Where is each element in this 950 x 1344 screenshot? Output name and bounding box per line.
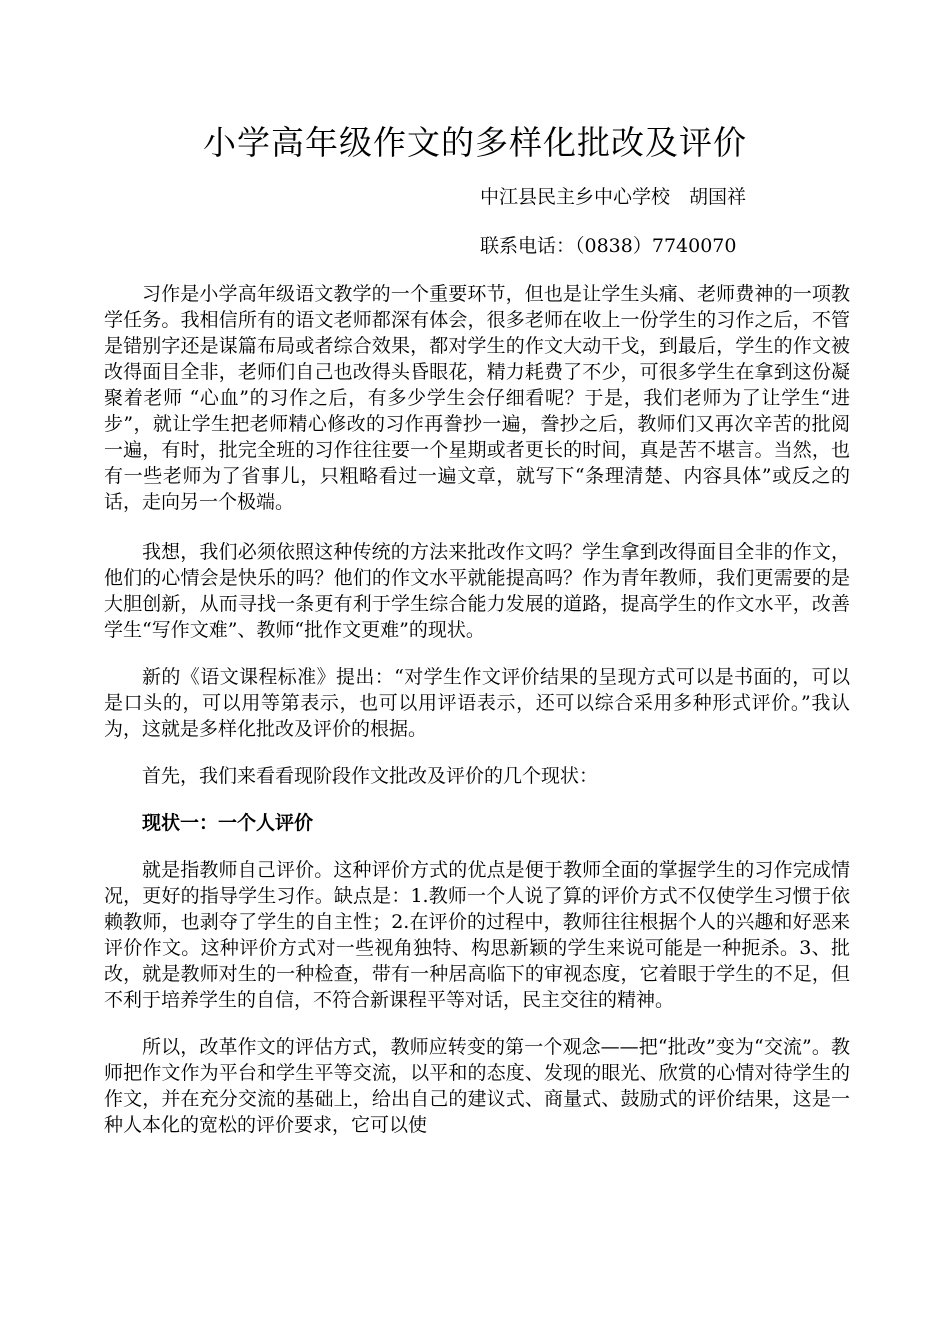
paragraph-question: 我想，我们必须依照这种传统的方法来批改作文吗？学生拿到改得面目全非的作文，他们的心情会是快乐的吗？他们的作文水平就能提高吗？作为青年教师，我们更需要的是大胆创新，从而寻找一条更有利于学生综合能力发展的道路，提高学生的作文水平，改善学生“写作文难”、教师“批作文更难”的现状。	[104, 541, 850, 641]
document-title: 小学高年级作文的多样化批改及评价	[203, 123, 747, 162]
paragraph-section-1: 就是指教师自己评价。这种评价方式的优点是便于教师全面的掌握学生的习作完成情况，更好的指导学生习作。缺点是：1.教师一个人说了算的评价方式不仅使学生习惯于依赖教师，也剥夺了学生的自主性；2.在评价的过程中，教师往往根据个人的兴趣和好恶来评价作文。这种评价方式对一些视角独特、构思新颖的学生来说可能是一种扼杀。3、批改，就是教师对生的一种检查，带有一种居高临下的审视态度，它着眼于学生的不足，但不利于培养学生的自信，不符合新课程平等对话，民主交往的精神。	[104, 859, 850, 1011]
document-body	[104, 281, 850, 1159]
paragraph-section-2: 所以，改革作文的评估方式，教师应转变的第一个观念——把“批改”变为“交流”。教师把作文作为平台和学生平等交流，以平和的态度、发现的眼光、欣赏的心情对待学生的作文，并在充分交流的基础上，给出自己的建议式、商量式、鼓励式的评价结果，这是一种人本化的宽松的评价要求，它可以使	[104, 1036, 850, 1136]
paragraph-standard: 新的《语文课程标准》提出：“对学生作文评价结果的呈现方式可以是书面的，可以是口头的，可以用等第表示，也可以用评语表示，还可以综合采用多种形式评价。”我认为，这就是多样化批改及评价的根据。	[104, 666, 850, 740]
paragraph-overview: 首先，我们来看看现阶段作文批改及评价的几个现状：	[142, 765, 599, 787]
author-line: 中江县民主乡中心学校 胡国祥	[480, 186, 747, 208]
section-heading: 现状一：一个人评价	[142, 812, 314, 834]
phone-line: 联系电话：（0838）7740070	[480, 235, 737, 257]
paragraph-intro: 习作是小学高年级语文教学的一个重要环节，但也是让学生头痛、老师费神的一项教学任务。我相信所有的语文老师都深有体会，很多老师在收上一份学生的习作之后，不管是错别字还是谋篇布局或者综合效果，都对学生的作文大动干戈，到最后，学生的作文被改得面目全非，老师们自己也改得头昏眼花，精力耗费了不少，可很多学生在拿到这份凝聚着老师 “心血”的习作之后，有多少学生会仔细看呢？于是，我们老师为了让学生“进步”，就让学生把老师精心修改的习作再誊抄一遍，誊抄之后，教师们又再次辛苦的批阅一遍，有时，批完全班的习作往往要一个星期或者更长的时间，真是苦不堪言。当然，也有一些老师为了省事儿，只粗略看过一遍文章，就写下“条理清楚、内容具体”或反之的话，走向另一个极端。	[104, 283, 850, 513]
